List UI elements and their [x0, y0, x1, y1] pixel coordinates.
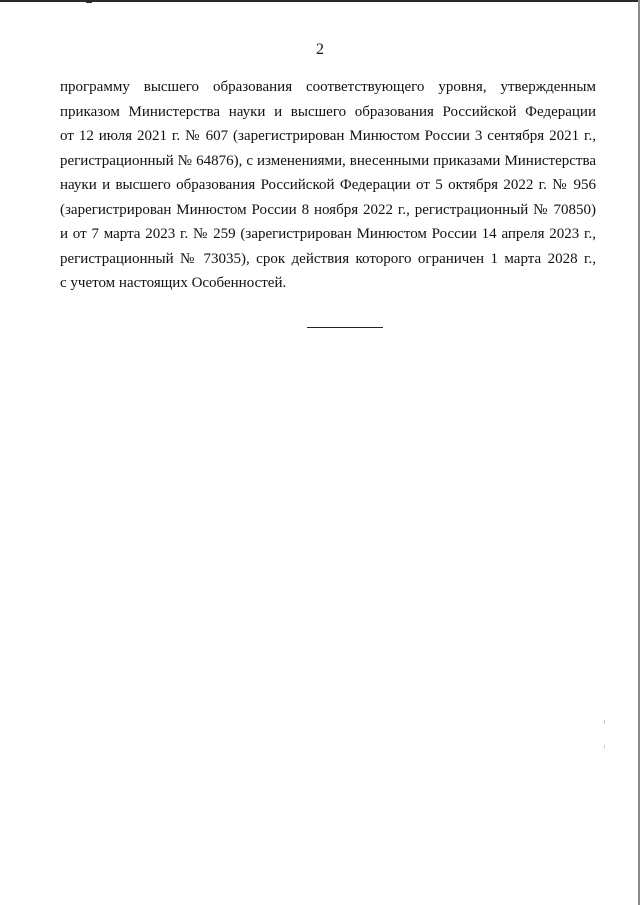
paragraph-line: регистрационный № 73035), срок действия которого ограничен 1 марта 2028 г., [60, 250, 596, 267]
scan-artifact [604, 720, 605, 724]
paragraph-line: от 12 июля 2021 г. № 607 (зарегистрирован Минюстом России 3 сентября 2021 г., [60, 128, 596, 144]
scan-top-mark [86, 0, 92, 3]
paragraph-line: (зарегистрирован Минюстом России 8 ноября 2022 г., регистрационный № 70850) [60, 201, 596, 218]
scan-artifact [604, 745, 605, 748]
body-paragraph [60, 75, 596, 296]
paragraph-line: программу высшего образования соответствующего уровня, утвержденным [60, 79, 596, 95]
paragraph-line: регистрационный № 64876), с изменениями, внесенными приказами Министерства [60, 152, 596, 169]
end-of-text-rule [307, 327, 383, 328]
page-number: 2 [316, 41, 324, 58]
paragraph-line: с учетом настоящих Особенностей. [60, 275, 287, 291]
paragraph-line: приказом Министерства науки и высшего образования Российской Федерации [60, 103, 596, 120]
paragraph-line: науки и высшего образования Российской Федерации от 5 октября 2022 г. № 956 [60, 177, 596, 193]
paragraph-line: и от 7 марта 2023 г. № 259 (зарегистрирован Минюстом России 14 апреля 2023 г., [60, 226, 596, 242]
scan-top-border [0, 0, 640, 2]
